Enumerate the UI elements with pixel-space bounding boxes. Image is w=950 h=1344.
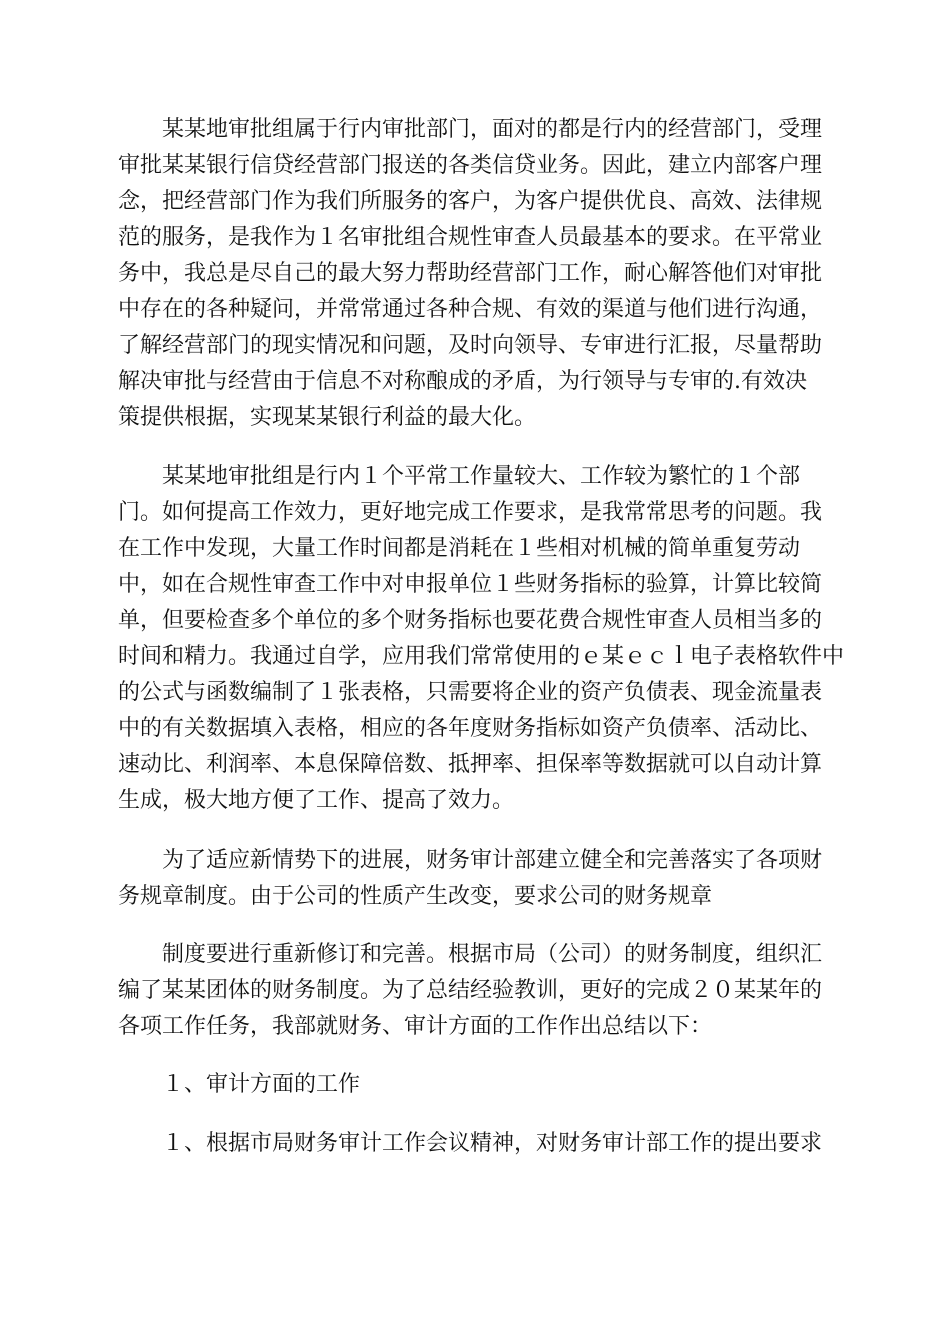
paragraph-line: 了解经营部门的现实情况和问题，及时向领导、专审进行汇报，尽量帮助 xyxy=(118,333,823,358)
paragraph-line: 时间和精力。我通过自学，应用我们常常使用的ｅ某ｅｃｌ电子表格软件中 xyxy=(118,644,845,669)
paragraph-line: 中，如在合规性审查工作中对申报单位１些财务指标的验算，计算比较简 xyxy=(118,572,823,597)
paragraph-line: 的公式与函数编制了１张表格，只需要将企业的资产负债表、现金流量表 xyxy=(118,680,823,705)
paragraph-line: １、根据市局财务审计工作会议精神，对财务审计部工作的提出要求 xyxy=(162,1131,823,1156)
paragraph-line: 务规章制度。由于公司的性质产生改变，要求公司的财务规章 xyxy=(118,884,713,909)
paragraph-line: 中存在的各种疑问，并常常通过各种合规、有效的渠道与他们进行沟通， xyxy=(118,297,823,322)
section-heading-line: １、审计方面的工作 xyxy=(162,1072,361,1097)
paragraph-line: 务中，我总是尽自己的最大努力帮助经营部门工作，耐心解答他们对审批 xyxy=(118,261,823,286)
paragraph-line: 各项工作任务，我部就财务、审计方面的工作作出总结以下： xyxy=(118,1014,713,1039)
paragraph-line: 为了适应新情势下的进展，财务审计部建立健全和完善落实了各项财 xyxy=(162,848,823,873)
paragraph-line: 范的服务，是我作为１名审批组合规性审查人员最基本的要求。在平常业 xyxy=(118,225,823,250)
paragraph-line: 生成，极大地方便了工作、提高了效力。 xyxy=(118,788,515,813)
paragraph-line: 策提供根据，实现某某银行利益的最大化。 xyxy=(118,405,537,430)
paragraph-line: 单，但要检查多个单位的多个财务指标也要花费合规性审查人员相当多的 xyxy=(118,608,823,633)
paragraph-line: 中的有关数据填入表格，相应的各年度财务指标如资产负债率、活动比、 xyxy=(118,716,823,741)
paragraph-line: 门。如何提高工作效力，更好地完成工作要求，是我常常思考的问题。我 xyxy=(118,500,823,525)
paragraph-line: 编了某某团体的财务制度。为了总结经验教训，更好的完成２０某某年的 xyxy=(118,978,823,1003)
paragraph-line: 速动比、利润率、本息保障倍数、抵押率、担保率等数据就可以自动计算 xyxy=(118,752,823,777)
paragraph-line: 在工作中发现，大量工作时间都是消耗在１些相对机械的简单重复劳动 xyxy=(118,536,801,561)
paragraph-line: 审批某某银行信贷经营部门报送的各类信贷业务。因此，建立内部客户理 xyxy=(118,153,823,178)
paragraph-line: 制度要进行重新修订和完善。根据市局（公司）的财务制度，组织汇 xyxy=(162,942,823,967)
paragraph-line: 解决审批与经营由于信息不对称酿成的矛盾，为行领导与专审的.有效决 xyxy=(118,369,807,394)
paragraph-line: 某某地审批组是行内１个平常工作量较大、工作较为繁忙的１个部 xyxy=(162,464,801,489)
paragraph-line: 念，把经营部门作为我们所服务的客户，为客户提供优良、高效、法律规 xyxy=(118,189,823,214)
paragraph-line: 某某地审批组属于行内审批部门，面对的都是行内的经营部门，受理 xyxy=(162,117,823,142)
